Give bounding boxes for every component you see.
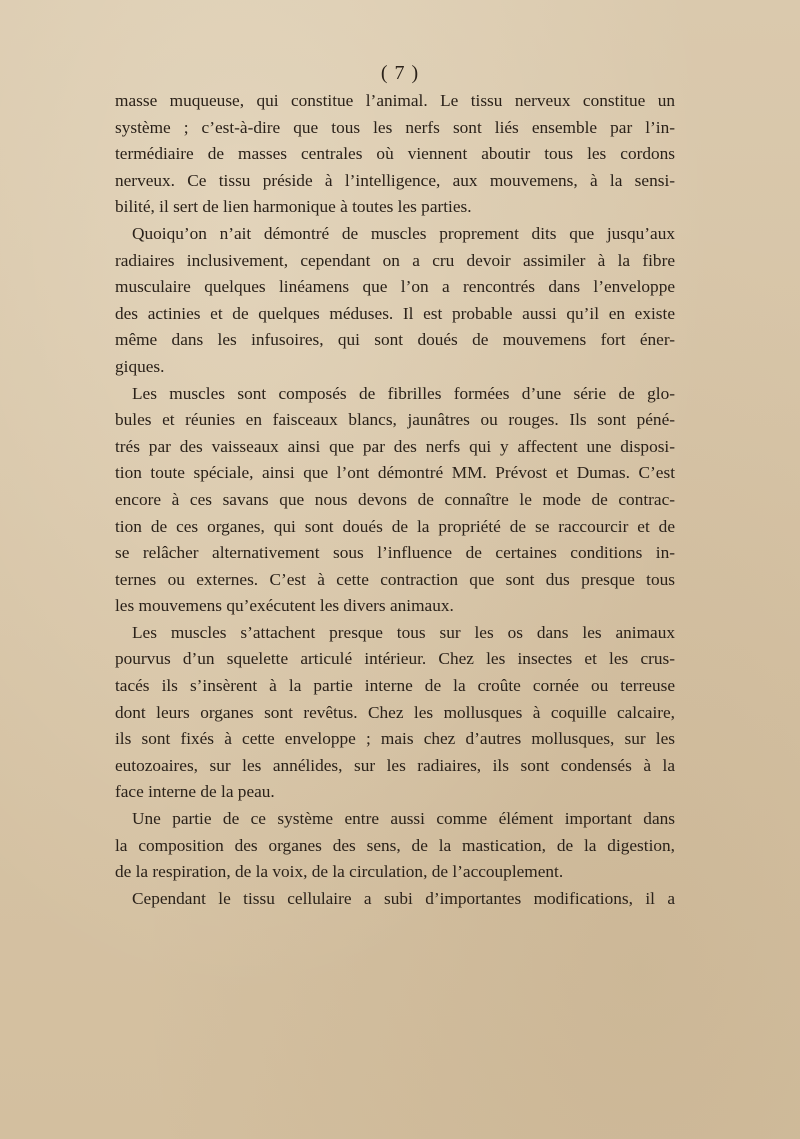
text-line: trés par des vaisseaux ainsi que par des nerfs qui y affectent une disposi- (115, 436, 675, 456)
text-line: Cependant le tissu cellulaire a subi d’importantes modifications, il a (132, 888, 675, 908)
text-line: masse muqueuse, qui constitue l’animal. Le tissu nerveux constitue un (115, 91, 675, 110)
text-line: bules et réunies en faisceaux blancs, jaunâtres ou rouges. Ils sont péné- (115, 410, 675, 430)
text-line: des actinies et de quelques méduses. Il est probable aussi qu’il en existe (115, 303, 675, 323)
text-line: ils sont fixés à cette enveloppe ; mais chez d’autres mollusques, sur les (115, 729, 675, 749)
text-line: bilité, il sert de lien harmonique à toutes les parties. (115, 197, 472, 217)
text-line: Les muscles s’attachent presque tous sur les os dans les animaux (132, 622, 675, 642)
text-line: ternes ou externes. C’est à cette contraction que sont dus presque tous (115, 569, 675, 589)
text-line: la composition des organes des sens, de la mastication, de la digestion, (115, 835, 675, 855)
text-line: tacés ils s’insèrent à la partie interne de la croûte cornée ou terreuse (115, 676, 675, 696)
text-line: tion de ces organes, qui sont doués de la propriété de se raccourcir et de (115, 516, 675, 536)
text-line: système ; c’est-à-dire que tous les nerfs sont liés ensemble par l’in- (115, 117, 675, 137)
text-line: eutozoaires, sur les annélides, sur les radiaires, ils sont condensés à la (115, 755, 675, 775)
text-line: nerveux. Ce tissu préside à l’intelligence, aux mouvemens, à la sensi- (115, 170, 675, 190)
text-line: face interne de la peau. (115, 782, 275, 802)
text-line: se relâcher alternativement sous l’influence de certaines conditions in- (115, 543, 675, 563)
text-line: Quoiqu’on n’ait démontré de muscles proprement dits que jusqu’aux (132, 223, 675, 243)
text-line: giques. (115, 356, 165, 376)
page-number: ( 7 ) (380, 62, 420, 84)
body-text (115, 88, 675, 912)
text-line: de la respiration, de la voix, de la circulation, de l’accouplement. (115, 862, 564, 882)
text-line: tion toute spéciale, ainsi que l’ont démontré MM. Prévost et Dumas. C’est (115, 463, 675, 483)
text-line: même dans les infusoires, qui sont doués de mouvemens fort éner- (115, 330, 675, 350)
text-line: termédiaire de masses centrales où viennent aboutir tous les cordons (115, 144, 675, 164)
text-line: dont leurs organes sont revêtus. Chez les mollusques à coquille calcaire, (115, 702, 675, 722)
text-line: Une partie de ce système entre aussi comme élément important dans (132, 809, 675, 829)
text-line: Les muscles sont composés de fibrilles formées d’une série de glo- (132, 383, 675, 403)
text-line: pourvus d’un squelette articulé intérieur. Chez les insectes et les crus- (115, 649, 675, 669)
text-line: les mouvemens qu’exécutent les divers animaux. (115, 596, 454, 616)
text-line: musculaire quelques linéamens que l’on a rencontrés dans l’enveloppe (115, 277, 675, 297)
text-line: encore à ces savans que nous devons de connaître le mode de contrac- (115, 489, 675, 509)
text-line: radiaires inclusivement, cependant on a cru devoir assimiler à la fibre (115, 250, 675, 270)
